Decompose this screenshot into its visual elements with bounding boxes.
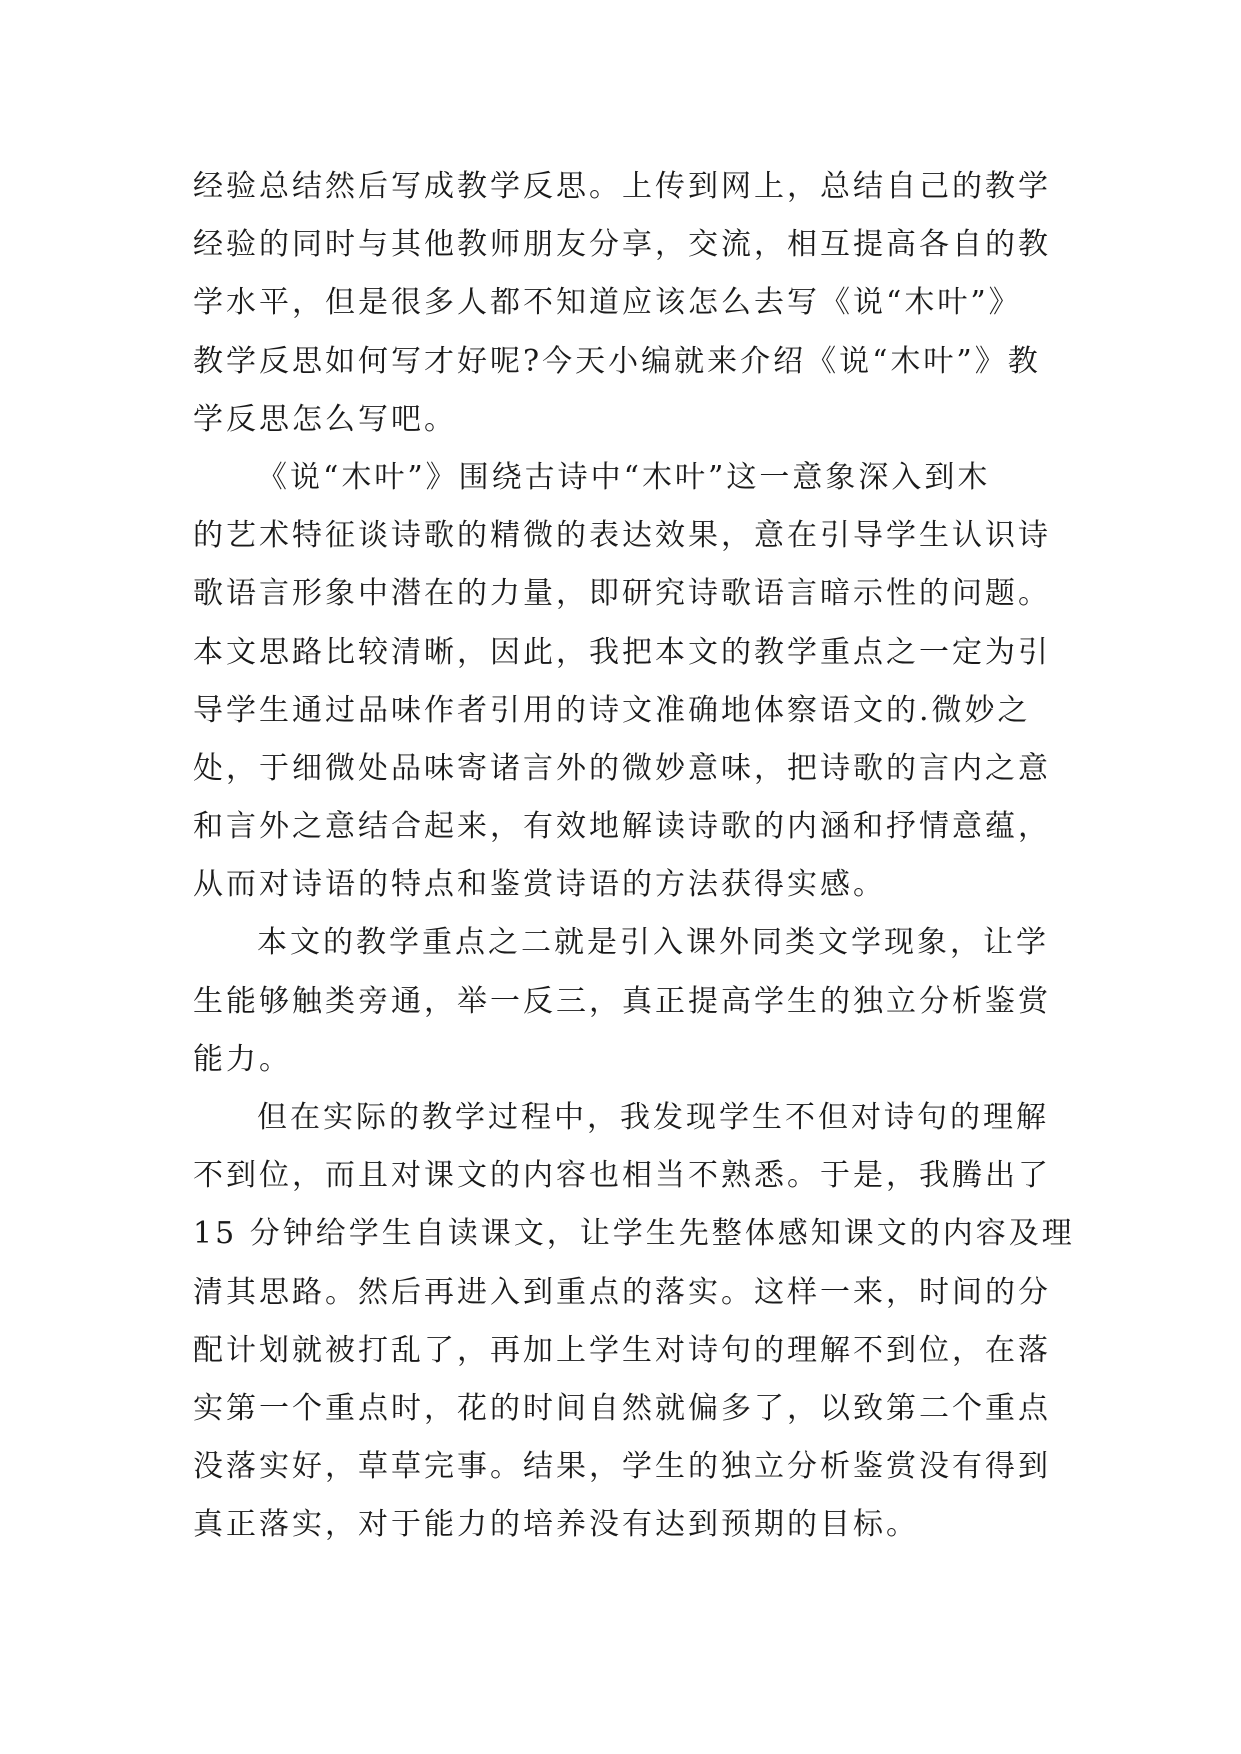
document-body [193,158,1075,1555]
text-line: 歌语言形象中潜在的力量，即研究诗歌语言暗示性的问题。 [193,576,1051,612]
text-line: 和言外之意结合起来，有效地解读诗歌的内涵和抒情意蕴， [193,809,1051,845]
text-line: 但在实际的教学过程中，我发现学生不但对诗句的理解 [257,1100,1049,1135]
text-line: 不到位，而且对课文的内容也相当不熟悉。于是，我腾出了 [193,1158,1051,1194]
text-line: 真正落实，对于能力的培养没有达到预期的目标。 [193,1507,919,1543]
text-line: 从而对诗语的特点和鉴赏诗语的方法获得实感。 [193,867,886,903]
text-line: 配计划就被打乱了，再加上学生对诗句的理解不到位，在落 [193,1332,1051,1368]
text-line: 经验的同时与其他教师朋友分享，交流，相互提高各自的教 [193,227,1051,263]
text-line: 本文的教学重点之二就是引入课外同类文学现象，让学 [257,925,1049,961]
text-line: 处，于细微处品味寄诸言外的微妙意味，把诗歌的言内之意 [193,750,1051,786]
text-line: 学水平，但是很多人都不知道应该怎么去写《说“木叶”》 [193,285,1022,321]
text-line: 的艺术特征谈诗歌的精微的表达效果，意在引导学生认识诗 [193,518,1051,554]
text-line: 本文思路比较清晰，因此，我把本文的教学重点之一定为引 [193,634,1051,670]
text-line: 《说“木叶”》围绕古诗中“木叶”这一意象深入到木 [257,459,991,495]
text-line: 导学生通过品味作者引用的诗文准确地体察语文的.微妙之 [193,692,1031,728]
text-line: 能力。 [193,1041,292,1077]
text-line: 实第一个重点时，花的时间自然就偏多了，以致第二个重点 [193,1390,1051,1426]
text-line: 生能够触类旁通，举一反三，真正提高学生的独立分析鉴赏 [193,983,1051,1019]
text-line: 15 分钟给学生自读课文，让学生先整体感知课文的内容及理 [193,1216,1075,1252]
text-line: 清其思路。然后再进入到重点的落实。这样一来，时间的分 [193,1274,1051,1310]
text-line: 没落实好，草草完事。结果，学生的独立分析鉴赏没有得到 [193,1449,1051,1485]
text-line: 学反思怎么写吧。 [193,401,457,437]
text-line: 经验总结然后写成教学反思。上传到网上，总结自己的教学 [193,169,1051,204]
text-line: 教学反思如何写才好呢?今天小编就来介绍《说“木叶”》教 [193,343,1041,379]
